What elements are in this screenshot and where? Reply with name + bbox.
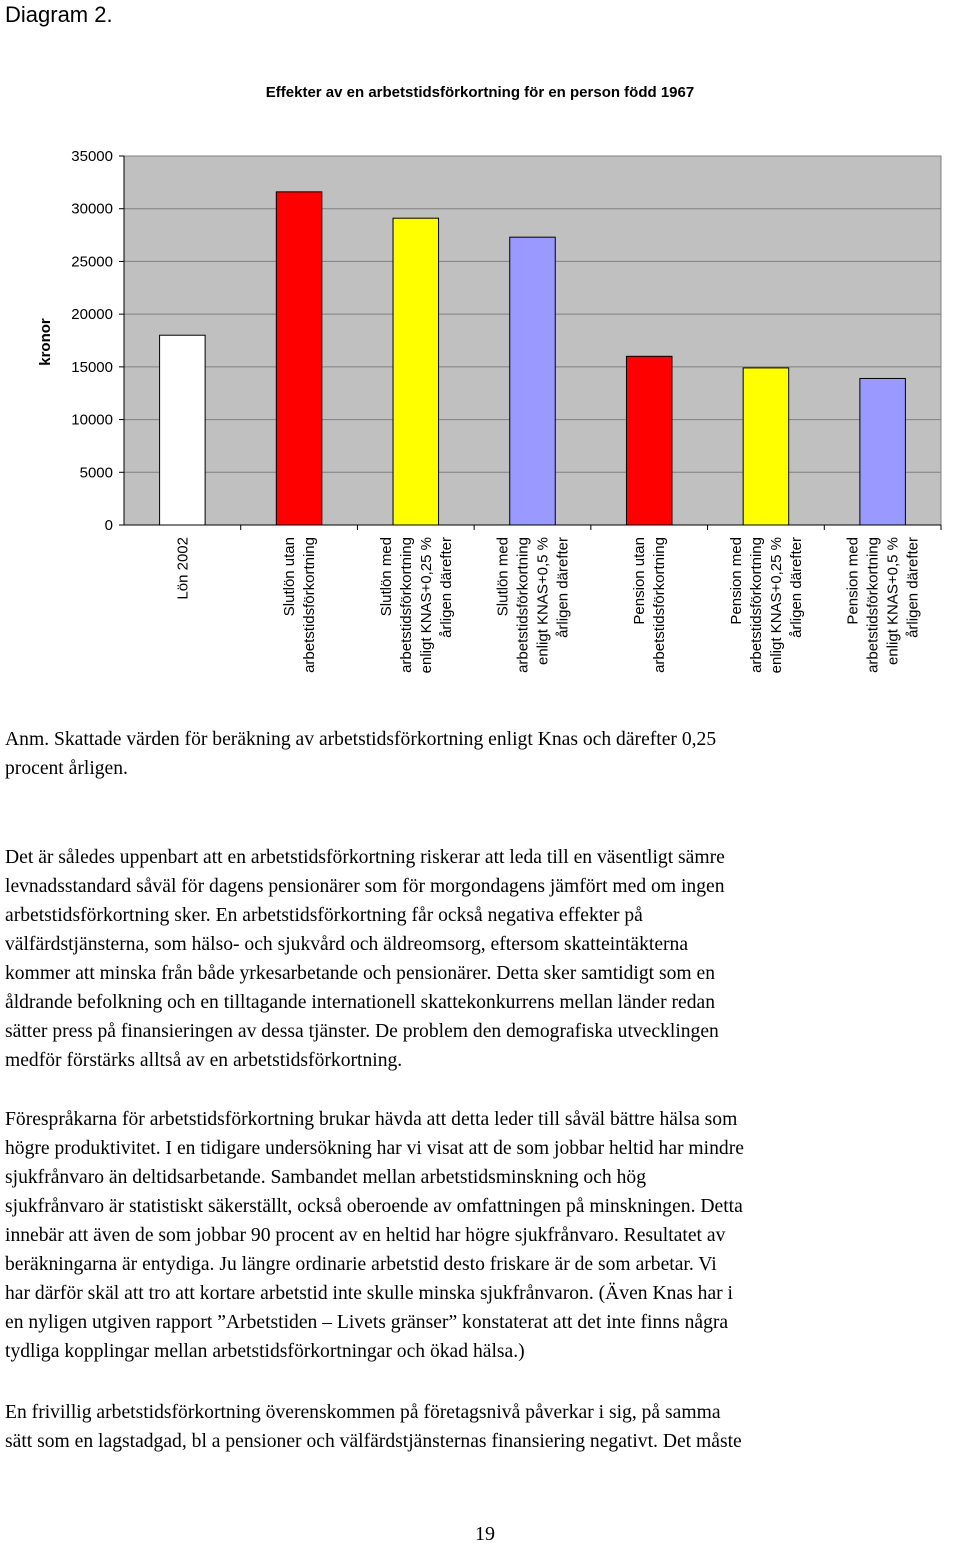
chart-note xyxy=(5,725,960,783)
chart-title: Effekter av en arbetstidsförkortning för en person född 1967 xyxy=(265,84,695,101)
text-line: åldrande befolkning och en tilltagande internationell skattekonkurrens mellan länder redan xyxy=(5,992,716,1013)
text-line: högre produktivitet. I en tidigare undersökning har vi visat att de som jobbar heltid har mindre xyxy=(5,1138,744,1159)
paragraph-2 xyxy=(5,1105,960,1366)
x-tick-label-line: enligt KNAS+0,5 % xyxy=(534,537,552,665)
x-tick-label-line: arbetstidsförkortning xyxy=(864,537,882,673)
text-line: kommer att minska från både yrkesarbetande och pensionärer. Detta sker samtidigt som en xyxy=(5,963,716,984)
text-line: medför förstärks alltså av en arbetstidsförkortning. xyxy=(5,1050,403,1071)
text-line: arbetstidsförkortning sker. En arbetstidsförkortning får också negativa effekter på xyxy=(5,905,643,926)
bar xyxy=(276,192,322,525)
text-line: beräkningarna är entydiga. Ju längre ordinarie arbetstid desto friskare är de som arbetar. Vi xyxy=(5,1254,717,1275)
x-tick-label-line: årligen därefter xyxy=(554,537,572,638)
x-tick-label-line: Pension utan xyxy=(631,537,649,625)
x-tick-label-line: Pension med xyxy=(727,537,745,625)
x-tick-label xyxy=(378,537,455,673)
text-line: välfärdstjänsterna, som hälso- och sjukvård och äldreomsorg, eftersom skatteintäkterna xyxy=(5,934,689,955)
bar-chart xyxy=(0,0,960,720)
figure-heading: Diagram 2. xyxy=(5,2,113,27)
y-tick-label: 0 xyxy=(104,517,113,534)
x-tick-label-line: arbetstidsförkortning xyxy=(301,537,319,673)
text-line: levnadsstandard såväl för dagens pensionärer som för morgondagens jämfört med om ingen xyxy=(5,876,725,897)
x-tick-label-line: enligt KNAS+0,25 % xyxy=(767,537,785,674)
text-line: Anm. Skattade värden för beräkning av arbetstidsförkortning enligt Knas och därefter 0,25 xyxy=(5,729,717,750)
x-tick-label xyxy=(631,537,668,673)
paragraph-1 xyxy=(5,843,960,1075)
y-tick-label: 30000 xyxy=(71,200,113,218)
y-tick-label: 20000 xyxy=(71,306,113,324)
x-tick-label-line: Pension med xyxy=(844,537,862,625)
y-tick-label: 5000 xyxy=(79,464,113,482)
x-tick-label-line: årligen därefter xyxy=(787,537,805,638)
paragraph-3 xyxy=(5,1398,960,1456)
text-line: tydliga kopplingar mellan arbetstidsförkortningar och ökad hälsa.) xyxy=(5,1341,525,1362)
bar xyxy=(160,335,206,525)
x-tick-label-line: årligen därefter xyxy=(437,537,455,638)
text-line: innebär att även de som jobbar 90 procent av en heltid har högre sjukfrånvaro. Resultatet av xyxy=(5,1225,726,1246)
x-tick-label-line: arbetstidsförkortning xyxy=(397,537,415,673)
x-tick-label xyxy=(174,537,191,600)
x-tick-label-line: årligen därefter xyxy=(904,537,922,638)
x-tick-label-line: arbetstidsförkortning xyxy=(747,537,765,673)
bar xyxy=(743,368,789,525)
x-axis-labels xyxy=(174,525,941,673)
x-tick-label xyxy=(495,537,572,673)
bar xyxy=(393,218,439,525)
x-tick-label-line: Slutlön med xyxy=(494,537,512,617)
text-line: sätt som en lagstadgad, bl a pensioner och välfärdstjänsternas finansiering negativt. Det måste xyxy=(5,1431,742,1452)
x-tick-label xyxy=(281,537,318,673)
text-line: sjukfrånvaro än deltidsarbetande. Sambandet mellan arbetstidsminskning och hög xyxy=(5,1167,646,1188)
x-tick-label-line: Lön 2002 xyxy=(174,537,192,600)
x-tick-label xyxy=(728,537,805,673)
text-line: En frivillig arbetstidsförkortning överenskommen på företagsnivå påverkar i sig, på samma xyxy=(5,1402,721,1423)
y-axis-label: kronor xyxy=(37,318,54,366)
page-number: 19 xyxy=(475,1523,495,1545)
x-tick-label-line: enligt KNAS+0,25 % xyxy=(417,537,435,674)
x-tick-label-line: arbetstidsförkortning xyxy=(651,537,669,673)
text-line: sätter press på finansieringen av dessa tjänster. De problem den demografiska utvecklingen xyxy=(5,1021,719,1042)
bar xyxy=(510,237,556,525)
y-tick-label: 15000 xyxy=(71,358,113,376)
x-tick-label-line: enligt KNAS+0,5 % xyxy=(884,537,902,665)
bar xyxy=(860,378,906,525)
y-tick-label: 25000 xyxy=(71,253,113,271)
x-tick-label xyxy=(845,537,922,673)
x-tick-label-line: arbetstidsförkortning xyxy=(514,537,532,673)
text-line: procent årligen. xyxy=(5,758,128,779)
text-line: Det är således uppenbart att en arbetstidsförkortning riskerar att leda till en väsentligt sämre xyxy=(5,847,725,868)
x-tick-label-line: Slutlön med xyxy=(377,537,395,617)
text-line: har därför skäl att tro att kortare arbetstid inte skulle minska sjukfrånvaron. (Även Knas har i xyxy=(5,1283,734,1304)
text-line: sjukfrånvaro är statistiskt säkerställt, också oberoende av omfattningen på minskningen. Detta xyxy=(5,1196,743,1217)
text-line: Förespråkarna för arbetstidsförkortning brukar hävda att detta leder till såväl bättre hälsa som xyxy=(5,1109,738,1130)
x-tick-label-line: Slutlön utan xyxy=(281,537,299,617)
y-tick-label: 10000 xyxy=(71,411,113,429)
text-line: en nyligen utgiven rapport ”Arbetstiden – Livets gränser” konstaterat att det inte finns några xyxy=(5,1312,729,1333)
y-tick-label: 35000 xyxy=(71,148,113,165)
bar xyxy=(626,356,672,525)
